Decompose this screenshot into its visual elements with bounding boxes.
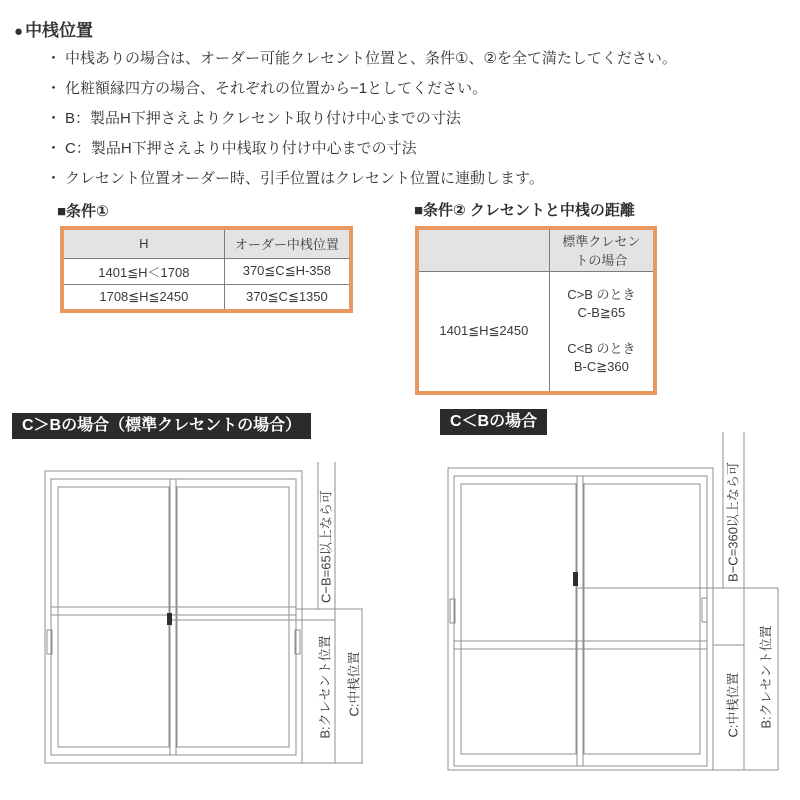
dim-label-gap: B−C=360以上なら可 [725,462,741,582]
pull-handles [450,598,707,623]
cell-h-range: 1401≦H＜1708 [62,258,224,284]
condition1-table [60,226,353,313]
window-frame [45,471,302,763]
cell-h-range: 1708≦H≦2450 [62,284,224,311]
condition1-title: ■条件① [57,203,109,220]
condition2-table [415,226,657,395]
crescent-lock-icon [573,572,578,586]
note-text: C：製品H下押さえより中桟取り付け中心までの寸法 [65,140,417,157]
cell-order-position: 370≦C≦1350 [224,284,351,311]
middle-rail [454,641,707,649]
middle-rail [51,607,296,615]
dim-label-c: C:中桟位置 [346,651,362,717]
note-text: 中桟ありの場合は、オーダー可能クレセント位置と、条件①、②を全て満たしてください。 [65,50,677,67]
case2-formula: B-C≧360 [573,359,629,375]
dimension-lines [578,432,778,770]
notes-list [46,44,791,194]
dim-label-b: B:クレセント位置 [317,635,333,739]
list-item [46,44,791,74]
dot-bullet-icon: ・ [46,170,62,187]
diagram-right-title: C＜Bの場合 [440,409,547,435]
note-text: 化粧額縁四方の場合、それぞれの位置から−1としてください。 [65,80,488,97]
table-row [62,258,351,284]
dot-bullet-icon: ・ [46,80,62,97]
column-header: H [62,228,224,258]
column-header-empty [417,228,549,271]
pull-handles [47,630,300,654]
note-text: B：製品H下押さえよりクレセント取り付け中心までの寸法 [65,110,461,127]
list-item [46,74,791,104]
page-title [14,16,93,41]
dim-label-b: B:クレセント位置 [758,625,774,729]
cell-crescent-rule [549,271,655,393]
dot-bullet-icon: ・ [46,110,62,127]
case1-formula: C-B≧65 [577,305,626,321]
dimension-lines [169,462,363,763]
diagram-c-lt-b [400,420,800,788]
circle-bullet-icon: ● [14,23,24,40]
cell-order-position: 370≦C≦H-358 [224,258,351,284]
dot-bullet-icon: ・ [46,50,62,67]
page-title-text: 中桟位置 [25,21,94,40]
note-text: クレセント位置オーダー時、引手位置はクレセント位置に連動します。 [65,170,544,187]
list-item [46,104,791,134]
dim-label-c: C:中桟位置 [725,672,741,738]
table-row [417,271,655,393]
list-item [46,164,791,194]
column-header: オーダー中桟位置 [224,228,351,258]
sliding-panels [454,476,707,766]
cell-h-range: 1401≦H≦2450 [417,271,549,393]
case1-condition: C>B のとき [567,287,636,303]
window-frame [448,468,713,770]
sliding-panels [51,479,296,755]
crescent-lock-icon [167,613,172,625]
diagram-c-gt-b [0,440,380,790]
column-header: 標準クレセントの場合 [549,228,655,271]
dot-bullet-icon: ・ [46,140,62,157]
condition2-title: ■条件② クレセントと中桟の距離 [414,202,635,219]
spacer [554,322,649,340]
list-item [46,134,791,164]
case2-condition: C<B のとき [567,341,636,357]
diagram-left-title: C＞Bの場合（標準クレセントの場合） [12,413,311,439]
table-row [62,284,351,311]
dim-label-gap: C−B=65以上なら可 [318,490,334,603]
